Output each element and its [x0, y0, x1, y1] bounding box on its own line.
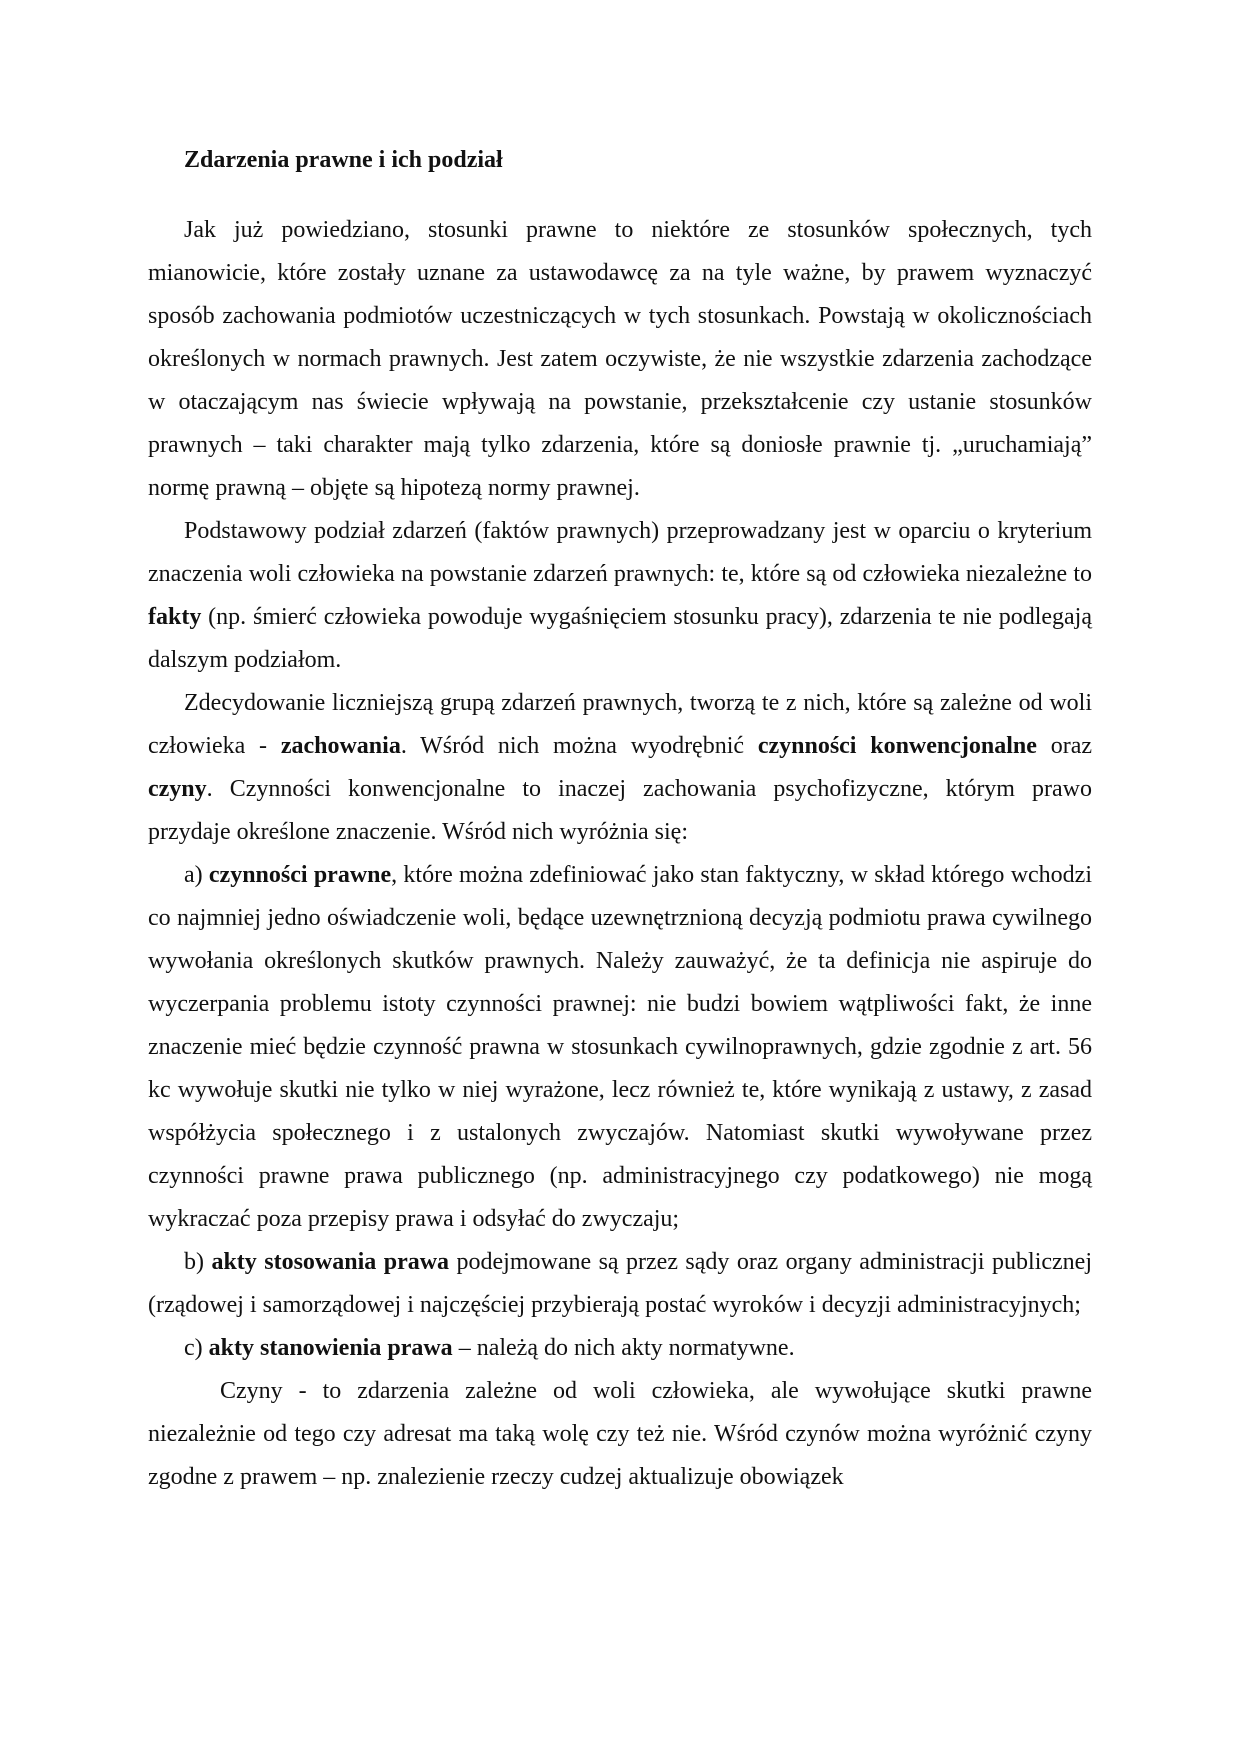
list-item-text: , które można zdefiniować jako stan faktyczny, w skład którego wchodzi co najmniej jedno oświadczenie woli, będące uzewnętrznioną decyzją podmiotu prawa cywilnego wywołania określonych skutków prawnych. Należy zauważyć, że ta definicja nie aspiruje do wyczerpania problemu istoty czynności prawnej: nie budzi bowiem wątpliwości fakt, że inne znaczenie mieć będzie czynność prawna w stosunkach cywilnoprawnych, gdzie zgodnie z art. 56 kc wywołuje skutki nie tylko w niej wyrażone, lecz również te, które wynikają z ustawy, z zasad współżycia społecznego i z ustalonych zwyczajów. Natomiast skutki wywoływane przez czynności prawne prawa publicznego (np. administracyjnego czy podatkowego) nie mogą wykraczać poza przepisy prawa i odsyłać do zwyczaju; — [148, 862, 1092, 1232]
list-marker: b) — [184, 1249, 212, 1275]
paragraph-text: oraz — [1036, 733, 1093, 759]
list-marker: a) — [184, 862, 209, 888]
bold-term-czynnosci-prawne: czynności prawne — [208, 862, 392, 888]
paragraph-text: . Wśród nich można wyodrębnić — [400, 733, 758, 759]
document-body — [148, 209, 1092, 1499]
paragraph-text: Zdecydowanie liczniejszą grupą zdarzeń prawnych, tworzą te z nich, które są zależne od woli człowieka - — [148, 690, 1092, 759]
paragraph-text: (np. śmierć człowieka powoduje wygaśnięciem stosunku pracy), zdarzenia te nie podlegają dalszym podziałom. — [148, 604, 1092, 673]
list-item-b — [148, 1241, 1092, 1327]
bold-term-akty-stosowania-prawa: akty stosowania prawa — [211, 1249, 450, 1275]
bold-term-czyny: czyny — [148, 776, 207, 802]
paragraph-text: . Czynności konwencjonalne to inaczej zachowania psychofizyczne, którym prawo przydaje określone znaczenie. Wśród nich wyróżnia się: — [148, 776, 1092, 845]
list-item-a — [148, 854, 1092, 1241]
document-title: Zdarzenia prawne i ich podział — [184, 147, 503, 173]
bold-term-akty-stanowienia-prawa: akty stanowienia prawa — [208, 1335, 453, 1361]
list-item-c — [148, 1327, 1092, 1370]
bold-term-czynnosci-konwencjonalne: czynności konwencjonalne — [757, 733, 1037, 759]
paragraph-behaviours — [148, 682, 1092, 854]
list-item-text: – należą do nich akty normatywne. — [452, 1335, 795, 1361]
list-item-text: podejmowane są przez sądy oraz organy administracji publicznej (rządowej i samorządowej i najczęściej przybierają postać wyroków i decyzji administracyjnych; — [148, 1249, 1093, 1318]
paragraph-basic-division — [148, 510, 1092, 682]
bold-term-zachowania: zachowania — [280, 733, 401, 759]
list-marker: c) — [184, 1335, 209, 1361]
paragraph-intro: Jak już powiedziano, stosunki prawne to niektóre ze stosunków społecznych, tych mianowicie, które zostały uznane za ustawodawcę za na tyle ważne, by prawem wyznaczyć sposób zachowania podmiotów uczestniczących w tych stosunkach. Powstają w okolicznościach określonych w normach prawnych. Jest zatem oczywiste, że nie wszystkie zdarzenia zachodzące w otaczającym nas świecie wpływają na powstanie, przekształcenie czy ustanie stosunków prawnych – taki charakter mają tylko zdarzenia, które są doniosłe prawnie tj. „uruchamiają” normę prawną – objęte są hipotezą normy prawnej. — [148, 217, 1092, 501]
paragraph-text: Podstawowy podział zdarzeń (faktów prawnych) przeprowadzany jest w oparciu o kryterium znaczenia woli człowieka na powstanie zdarzeń prawnych: te, które są od człowieka niezależne to — [148, 518, 1092, 587]
bold-term-fakty: fakty — [148, 604, 202, 630]
paragraph-czyny: Czyny - to zdarzenia zależne od woli człowieka, ale wywołujące skutki prawne niezależnie od tego czy adresat ma taką wolę czy też nie. Wśród czynów można wyróżnić czyny zgodne z prawem – np. znalezienie rzeczy cudzej aktualizuje obowiązek — [148, 1378, 1092, 1490]
